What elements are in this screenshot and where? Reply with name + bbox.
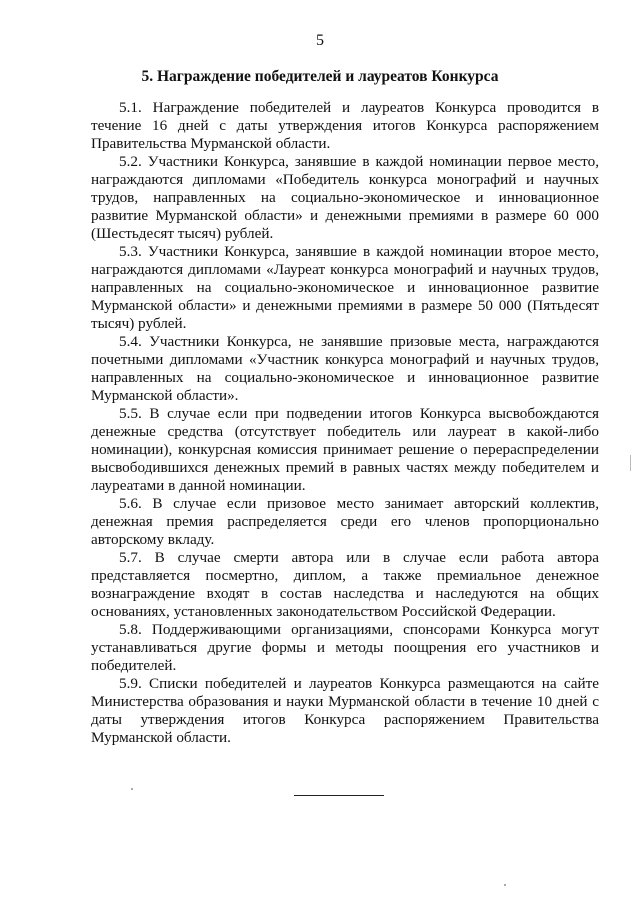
paragraph-5-8: 5.8. Поддерживающими организациями, спонсорами Конкурса могут устанавливаться другие формы и методы поощрения его участников и победителей. [91, 621, 599, 674]
paragraph-5-4: 5.4. Участники Конкурса, не занявшие призовые места, награждаются почетными дипломами «Участник конкурса монографий и научных трудов, направленных на социально-экономическое и инновационное развитие Мурманской области». [91, 333, 599, 404]
section-title: 5. Награждение победителей и лауреатов Конкурса [141, 68, 499, 85]
paragraph-5-7: 5.7. В случае смерти автора или в случае если работа автора представляется посмертно, диплом, а также премиальное денежное вознаграждение входят в состав наследства и наследуются на общих основаниях, установленных законодательством Российской Федерации. [91, 549, 599, 620]
page-number: 5 [316, 32, 324, 49]
paragraph-5-2: 5.2. Участники Конкурса, занявшие в каждой номинации первое место, награждаются дипломами «Победитель конкурса монографий и научных трудов, направленных на социально-экономическое и инновационное развитие Мурманской области» и денежными премиями в размере 60 000 (Шестьдесят тысяч) рублей. [91, 153, 599, 242]
paragraph-5-1: 5.1. Награждение победителей и лауреатов Конкурса проводится в течение 16 дней с даты утверждения итогов Конкурса распоряжением Правительства Мурманской области. [91, 99, 599, 152]
section-body [91, 99, 599, 747]
paragraph-5-5: 5.5. В случае если при подведении итогов Конкурса высвобождаются денежные средства (отсутствует победитель или лауреат в какой-либо номинации), конкурсная комиссия принимает решение о перераспределении высвободившихся денежных премий в равных частях между победителем и лауреатами в данной номинации. [91, 405, 599, 494]
paragraph-5-3: 5.3. Участники Конкурса, занявшие в каждой номинации второе место, награждаются дипломами «Лауреат конкурса монографий и научных трудов, направленных на социально-экономическое и инновационное развитие Мурманской области» и денежными премиями в размере 50 000 (Пятьдесят тысяч) рублей. [91, 243, 599, 332]
scan-dot [504, 884, 506, 886]
scan-dot [131, 788, 133, 790]
paragraph-5-9: 5.9. Списки победителей и лауреатов Конкурса размещаются на сайте Министерства образования и науки Мурманской области в течение 10 дней с даты утверждения итогов Конкурса распоряжением Правительства Мурманской области. [91, 675, 599, 746]
paragraph-5-6: 5.6. В случае если призовое место занимает авторский коллектив, денежная премия распределяется среди его членов пропорционально авторскому вкладу. [91, 495, 599, 548]
scan-margin-mark [630, 455, 631, 471]
end-of-document-rule [294, 795, 384, 796]
